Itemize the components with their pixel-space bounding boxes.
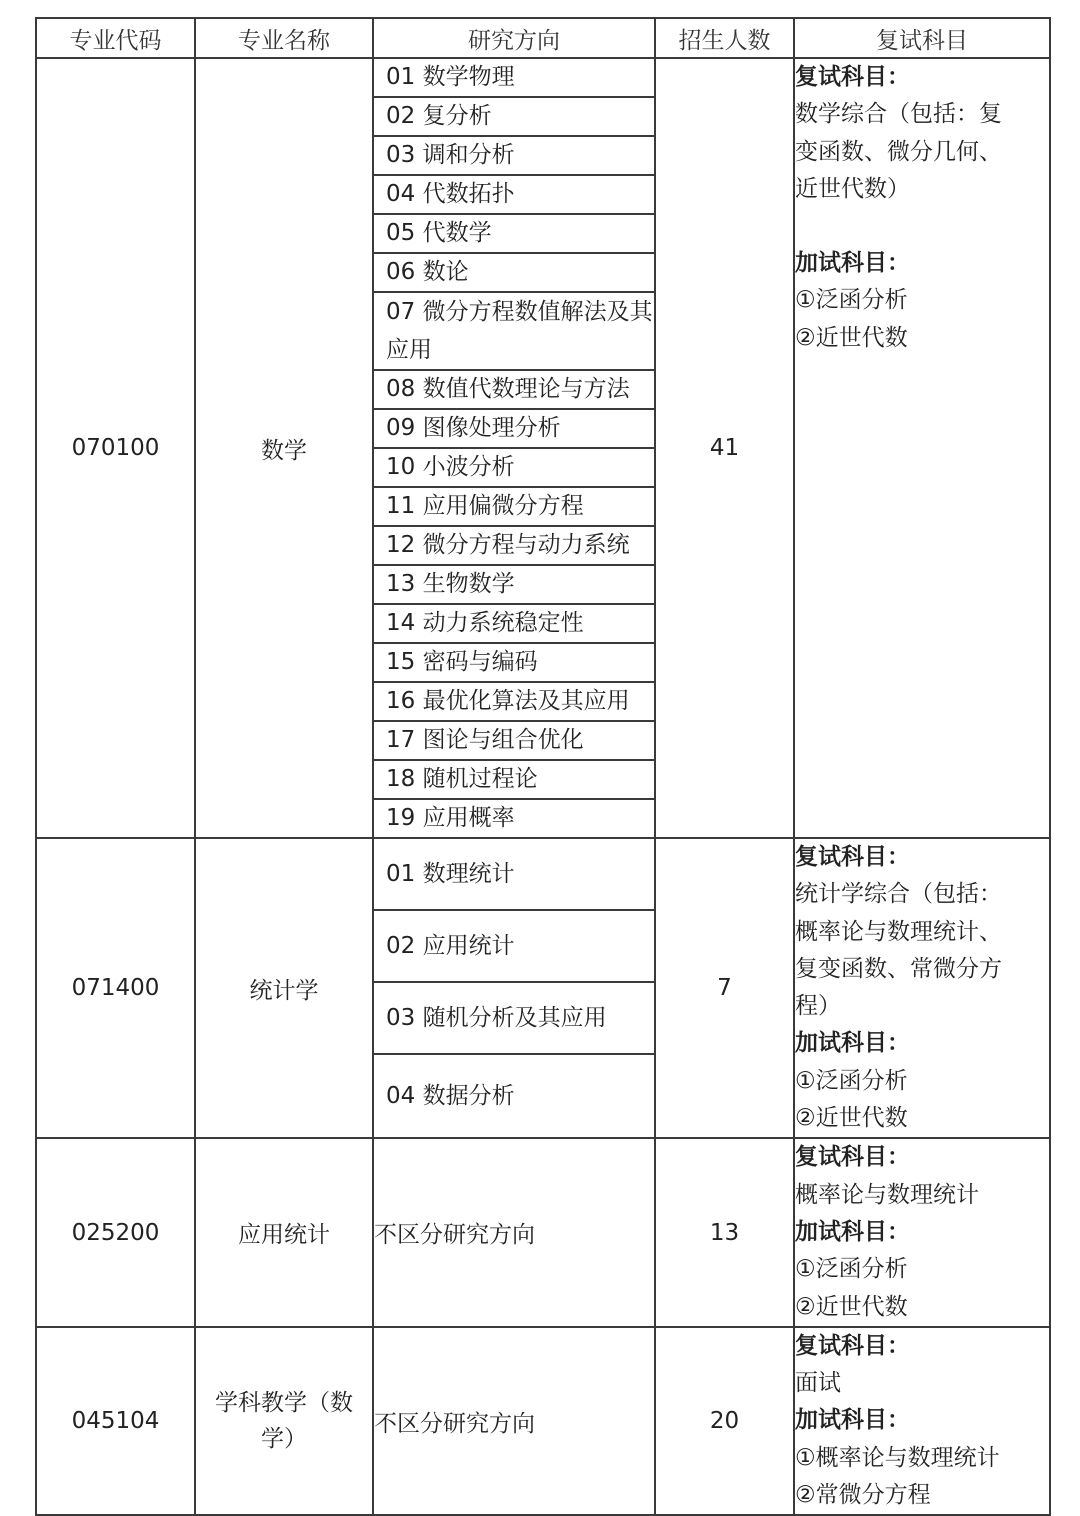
direction-item: 01 数理统计 — [374, 839, 654, 911]
direction-item: 02 复分析 — [374, 98, 654, 137]
exam-label: 复试科目： — [795, 844, 910, 870]
direction-item: 19 应用概率 — [386, 805, 515, 831]
exam-line: 统计学综合（包括： — [795, 881, 1002, 908]
spacer — [795, 208, 1049, 245]
exam-label: 复试科目： — [795, 64, 910, 90]
exam-line: 数学综合（包括：复 — [795, 101, 1002, 128]
direction-item: 02 应用统计 — [374, 911, 654, 983]
direction-item: 08 数值代数理论与方法 — [374, 371, 654, 410]
header-direction: 研究方向 — [373, 18, 655, 58]
direction-item: 03 随机分析及其应用 — [374, 983, 654, 1055]
exam-line: 变函数、微分几何、 — [795, 138, 1002, 165]
major-name-line: 学科教学（数 — [215, 1390, 353, 1417]
direction-item: 07 微分方程数值解法及其应用 — [374, 293, 654, 371]
direction-item: 15 密码与编码 — [374, 644, 654, 683]
exam-subjects — [794, 838, 1050, 1138]
direction-list — [373, 838, 655, 1138]
major-name-line: 学） — [261, 1426, 307, 1453]
major-code: 045104 — [36, 1327, 195, 1515]
extra-item: ①概率论与数理统计 — [795, 1444, 1000, 1471]
major-name: 应用统计 — [195, 1138, 373, 1326]
extra-item: ①泛函分析 — [795, 1256, 908, 1283]
direction-item: 16 最优化算法及其应用 — [374, 683, 654, 722]
major-code: 071400 — [36, 838, 195, 1138]
exam-line: 概率论与数理统计 — [795, 1181, 979, 1208]
direction-item: 17 图论与组合优化 — [374, 722, 654, 761]
direction-item: 06 数论 — [374, 254, 654, 293]
direction-item: 04 数据分析 — [386, 1082, 515, 1109]
direction-item: 04 代数拓扑 — [374, 176, 654, 215]
extra-label: 加试科目： — [795, 1407, 910, 1434]
direction-item: 10 小波分析 — [374, 449, 654, 488]
exam-line: 复变函数、常微分方 — [795, 955, 1002, 982]
direction-item: 05 代数学 — [374, 215, 654, 254]
table-row — [36, 58, 1050, 838]
direction-item: 18 随机过程论 — [374, 761, 654, 800]
table-row — [36, 1138, 1050, 1326]
extra-item: ①泛函分析 — [795, 1067, 908, 1094]
table-row — [36, 1327, 1050, 1515]
exam-line: 面试 — [795, 1370, 841, 1397]
extra-label: 加试科目： — [795, 250, 910, 277]
header-code: 专业代码 — [36, 18, 195, 58]
major-name — [195, 1327, 373, 1515]
exam-subjects — [794, 1327, 1050, 1515]
extra-item: ①泛函分析 — [795, 287, 908, 314]
header-row — [36, 18, 1050, 58]
major-code: 070100 — [36, 58, 195, 838]
direction-list — [373, 58, 655, 838]
extra-item: ②近世代数 — [795, 1105, 908, 1132]
extra-label: 加试科目： — [795, 1218, 910, 1245]
header-name: 专业名称 — [195, 18, 373, 58]
direction-item: 11 应用偏微分方程 — [374, 488, 654, 527]
exam-line: 程） — [795, 993, 841, 1020]
quota: 7 — [655, 838, 794, 1138]
exam-line: 近世代数） — [795, 175, 910, 202]
extra-item: ②近世代数 — [795, 1293, 908, 1320]
admission-table — [35, 17, 1051, 1516]
extra-label: 加试科目： — [795, 1030, 910, 1057]
exam-label: 复试科目： — [795, 1144, 910, 1171]
header-quota: 招生人数 — [655, 18, 794, 58]
exam-label: 复试科目： — [795, 1332, 910, 1359]
quota: 13 — [655, 1138, 794, 1326]
exam-subjects — [794, 1138, 1050, 1326]
table-row — [36, 838, 1050, 1138]
exam-subjects — [794, 58, 1050, 838]
direction-item: 14 动力系统稳定性 — [374, 605, 654, 644]
extra-item: ②近世代数 — [795, 324, 908, 351]
direction-item: 09 图像处理分析 — [374, 410, 654, 449]
direction-item: 13 生物数学 — [374, 566, 654, 605]
direction-item: 03 调和分析 — [374, 137, 654, 176]
header-exam: 复试科目 — [794, 18, 1050, 58]
extra-item: ②常微分方程 — [795, 1482, 931, 1509]
quota: 41 — [655, 58, 794, 838]
major-code: 025200 — [36, 1138, 195, 1326]
major-name: 统计学 — [195, 838, 373, 1138]
direction-item: 12 微分方程与动力系统 — [374, 527, 654, 566]
direction-text: 不区分研究方向 — [373, 1327, 655, 1515]
direction-item: 01 数学物理 — [374, 59, 654, 98]
exam-line: 概率论与数理统计、 — [795, 918, 1002, 945]
major-name: 数学 — [195, 58, 373, 838]
quota: 20 — [655, 1327, 794, 1515]
direction-text: 不区分研究方向 — [373, 1138, 655, 1326]
